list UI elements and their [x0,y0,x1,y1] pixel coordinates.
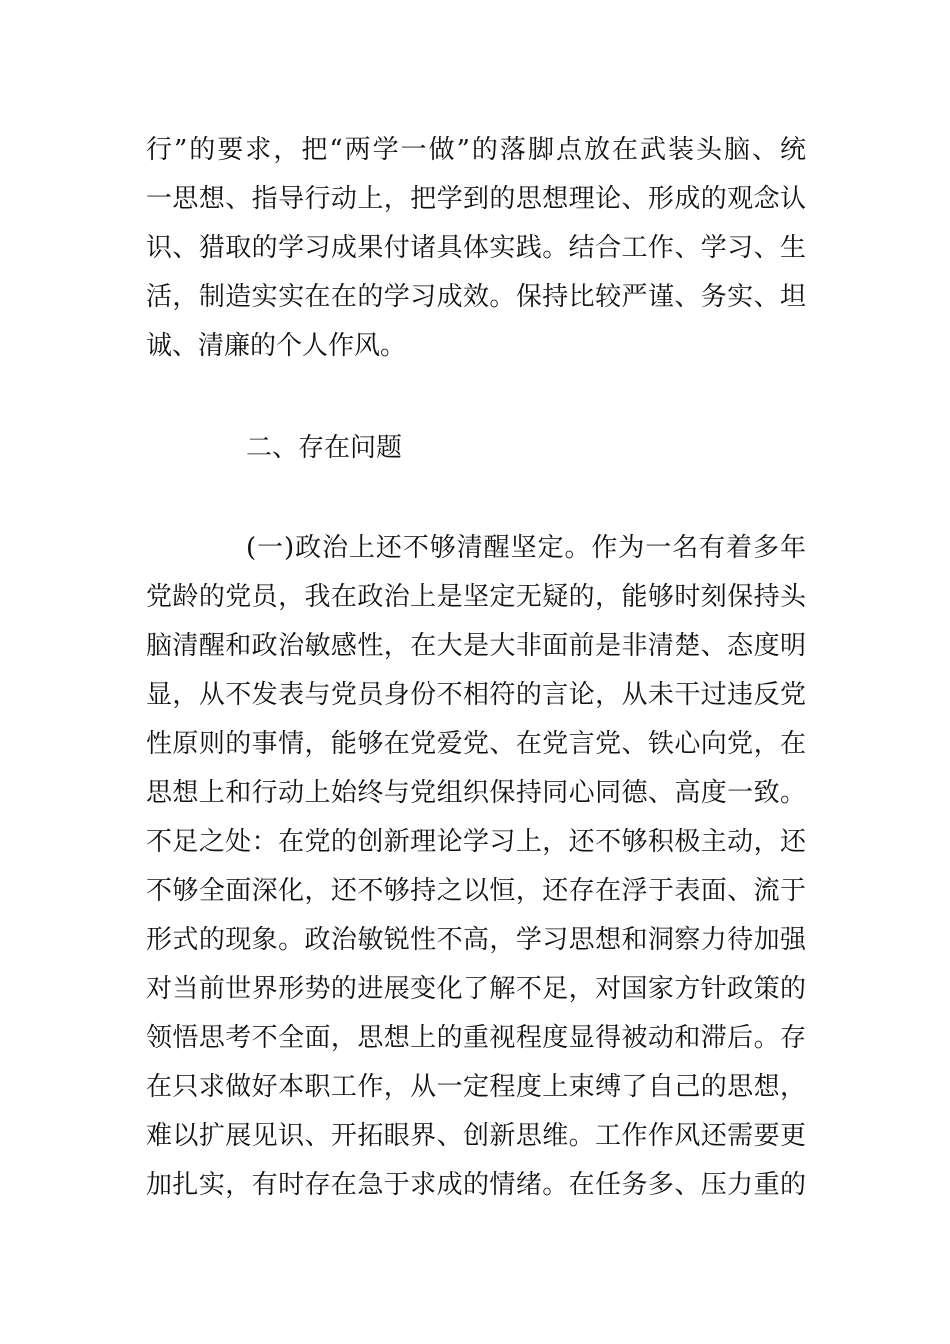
para1-line-8: 不够全面深化，还不够持之以恒，还存在浮于表面、流于 [146,876,806,906]
para1-line-2: 党龄的党员，我在政治上是坚定无疑的，能够时刻保持头 [146,582,806,612]
intro-line-5: 诚、清廉的个人作风。 [146,331,407,361]
para1-line-6: 思想上和行动上始终与党组织保持同心同德、高度一致。 [146,778,806,808]
para1-line-3: 脑清醒和政治敏感性，在大是大非面前是非清楚、态度明 [146,631,806,661]
para1-line-7: 不足之处：在党的创新理论学习上，还不够积极主动，还 [146,827,806,857]
para1-line-12: 在只求做好本职工作，从一定程度上束缚了自己的思想， [146,1072,806,1102]
para1-line-1: (一)政治上还不够清醒坚定。作为一名有着多年 [246,533,806,563]
intro-line-1: 行”的要求，把“两学一做”的落脚点放在武装头脑、统 [146,135,806,165]
intro-line-3: 识、猎取的学习成果付诸具体实践。结合工作、学习、生 [146,233,806,263]
para1-line-13: 难以扩展见识、开拓眼界、创新思维。工作作风还需要更 [146,1121,806,1151]
para1-line-4: 显，从不发表与党员身份不相符的言论，从未干过违反党 [146,680,806,710]
para1-line-10: 对当前世界形势的进展变化了解不足，对国家方针政策的 [146,974,806,1004]
para1-line-14: 加扎实，有时存在急于求成的情绪。在任务多、压力重的 [146,1170,806,1200]
para1-line-5: 性原则的事情，能够在党爱党、在党言党、铁心向党，在 [146,729,806,759]
intro-line-4: 活，制造实实在在的学习成效。保持比较严谨、务实、坦 [146,282,806,312]
section-heading: 二、存在问题 [246,433,403,463]
para1-line-9: 形式的现象。政治敏锐性不高，学习思想和洞察力待加强 [146,925,806,955]
para1-line-11: 领悟思考不全面，思想上的重视程度显得被动和滞后。存 [146,1023,806,1053]
intro-line-2: 一思想、指导行动上，把学到的思想理论、形成的观念认 [146,184,806,214]
